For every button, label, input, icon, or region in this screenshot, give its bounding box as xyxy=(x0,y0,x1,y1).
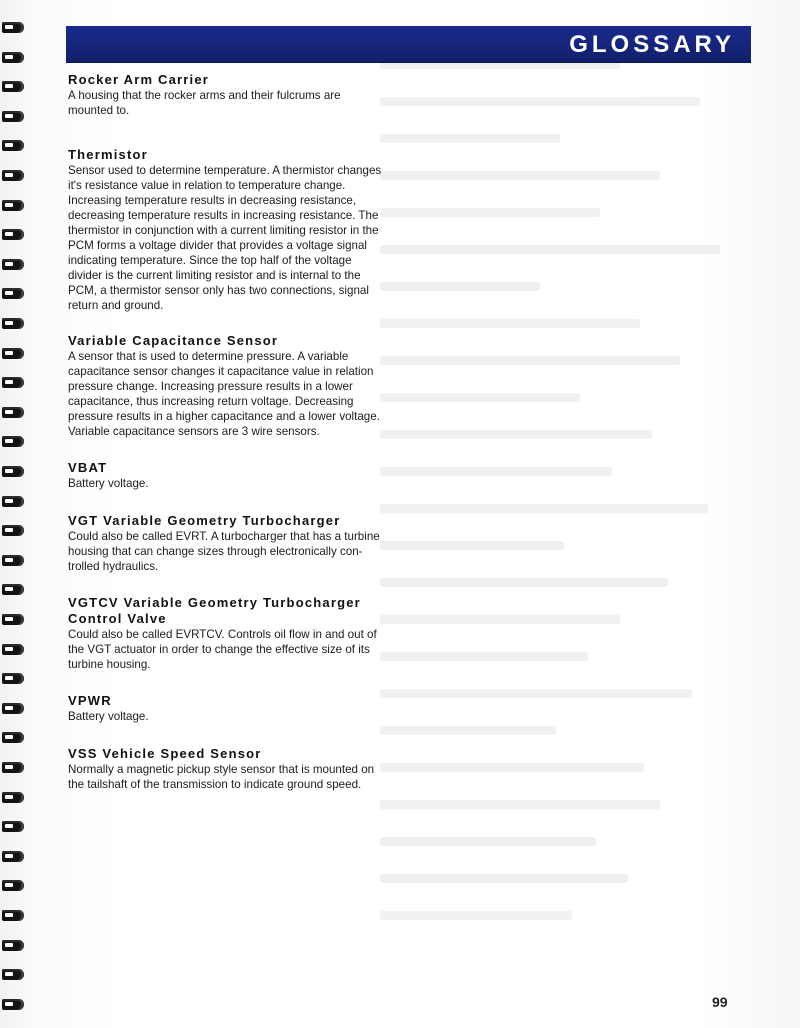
binding-ring xyxy=(2,52,24,63)
binding-ring xyxy=(2,910,24,921)
binding-ring xyxy=(2,229,24,240)
glossary-entry-rocker-arm-carrier xyxy=(68,72,398,118)
entry-term: VSS Vehicle Speed Sensor xyxy=(68,746,262,761)
definition-line: trolled hydraulics. xyxy=(68,560,159,573)
definition-line: Sensor used to determine temperature. A thermistor changes xyxy=(68,164,382,177)
bleed-through-texture xyxy=(380,60,780,960)
definition-line: Variable capacitance sensors are 3 wire sensors. xyxy=(68,425,320,438)
binding-ring xyxy=(2,496,24,507)
definition-line: it's resistance value in relation to temperature change. xyxy=(68,179,346,192)
glossary-entry-thermistor xyxy=(68,147,398,313)
definition-line: return and ground. xyxy=(68,299,164,312)
definition-line: Increasing temperature results in decreasing resistance, xyxy=(68,194,357,207)
glossary-entry-vgtcv xyxy=(68,595,398,672)
definition-line: thermistor in conjunction with a current limiting resistor in the xyxy=(68,224,379,237)
definition-line: PCM forms a voltage divider that provides a voltage signal xyxy=(68,239,368,252)
definition-line: capacitance, thus increasing return voltage. Decreasing xyxy=(68,395,354,408)
binding-ring xyxy=(2,732,24,743)
term-line: VGTCV Variable Geometry Turbocharger xyxy=(68,595,361,610)
binding-ring xyxy=(2,555,24,566)
term-line: Control Valve xyxy=(68,611,167,626)
binding-ring xyxy=(2,407,24,418)
binding-ring xyxy=(2,940,24,951)
glossary-entries xyxy=(68,72,398,792)
entry-term xyxy=(68,595,398,627)
entry-term: VPWR xyxy=(68,693,112,708)
entry-definition xyxy=(68,88,398,118)
definition-line: capacitance sensor changes it capacitance value in relation xyxy=(68,365,374,378)
glossary-entry-vbat xyxy=(68,460,398,491)
binding-ring xyxy=(2,525,24,536)
definition-line: pressure results in a higher capacitance and a lower voltage. xyxy=(68,410,380,423)
binding-ring xyxy=(2,703,24,714)
definition-line: turbine housing. xyxy=(68,658,151,671)
definition-line: Could also be called EVRTCV. Controls oil flow in and out of xyxy=(68,628,377,641)
entry-definition xyxy=(68,709,398,724)
definition-line: housing that can change sizes through electronically con- xyxy=(68,545,363,558)
definition-line: indicating temperature. Since the top half of the voltage xyxy=(68,254,352,267)
binding-ring xyxy=(2,466,24,477)
definition-line: pressure change. Increasing pressure results in a lower xyxy=(68,380,353,393)
entry-term: Variable Capacitance Sensor xyxy=(68,333,279,348)
binding-ring xyxy=(2,348,24,359)
entry-definition xyxy=(68,529,398,574)
definition-line: Battery voltage. xyxy=(68,477,149,490)
definition-line: the VGT actuator in order to change the effective size of its xyxy=(68,643,370,656)
definition-line: Could also be called EVRT. A turbocharger that has a turbine xyxy=(68,530,380,543)
entry-term: Thermistor xyxy=(68,147,148,162)
binding-ring xyxy=(2,584,24,595)
glossary-entry-vss xyxy=(68,746,398,792)
binding-ring xyxy=(2,436,24,447)
binding-ring xyxy=(2,851,24,862)
definition-line: Normally a magnetic pickup style sensor that is mounted on xyxy=(68,763,375,776)
entry-term: VBAT xyxy=(68,460,108,475)
entry-term: VGT Variable Geometry Turbocharger xyxy=(68,513,341,528)
definition-line: PCM, a thermistor sensor only has two connections, signal xyxy=(68,284,369,297)
binding-ring xyxy=(2,170,24,181)
definition-line: decreasing temperature results in increasing resistance. The xyxy=(68,209,379,222)
glossary-header-bar xyxy=(66,26,751,62)
glossary-entry-variable-capacitance-sensor xyxy=(68,333,398,439)
spiral-binding xyxy=(0,22,30,1012)
binding-ring xyxy=(2,259,24,270)
binding-ring xyxy=(2,673,24,684)
binding-ring xyxy=(2,969,24,980)
binding-ring xyxy=(2,999,24,1010)
glossary-entry-vpwr xyxy=(68,693,398,724)
definition-line: A sensor that is used to determine pressure. A variable xyxy=(68,350,349,363)
entry-definition xyxy=(68,476,398,491)
entry-definition xyxy=(68,349,398,439)
binding-ring xyxy=(2,880,24,891)
page-title: GLOSSARY xyxy=(569,31,735,58)
entry-term: Rocker Arm Carrier xyxy=(68,72,210,87)
binding-ring xyxy=(2,81,24,92)
binding-ring xyxy=(2,644,24,655)
entry-definition xyxy=(68,762,398,792)
definition-line: divider is the current limiting resistor and is internal to the xyxy=(68,269,361,282)
page-number: 99 xyxy=(712,994,728,1010)
binding-ring xyxy=(2,821,24,832)
binding-ring xyxy=(2,792,24,803)
definition-line: mounted to. xyxy=(68,104,130,117)
entry-definition xyxy=(68,163,398,313)
binding-ring xyxy=(2,614,24,625)
definition-line: A housing that the rocker arms and their fulcrums are xyxy=(68,89,341,102)
binding-ring xyxy=(2,200,24,211)
binding-ring xyxy=(2,111,24,122)
binding-ring xyxy=(2,377,24,388)
binding-ring xyxy=(2,762,24,773)
entry-definition xyxy=(68,627,398,672)
binding-ring xyxy=(2,318,24,329)
definition-line: Battery voltage. xyxy=(68,710,149,723)
glossary-entry-vgt xyxy=(68,513,398,574)
definition-line: the tailshaft of the transmission to indicate ground speed. xyxy=(68,778,362,791)
binding-ring xyxy=(2,288,24,299)
binding-ring xyxy=(2,22,24,33)
binding-ring xyxy=(2,140,24,151)
